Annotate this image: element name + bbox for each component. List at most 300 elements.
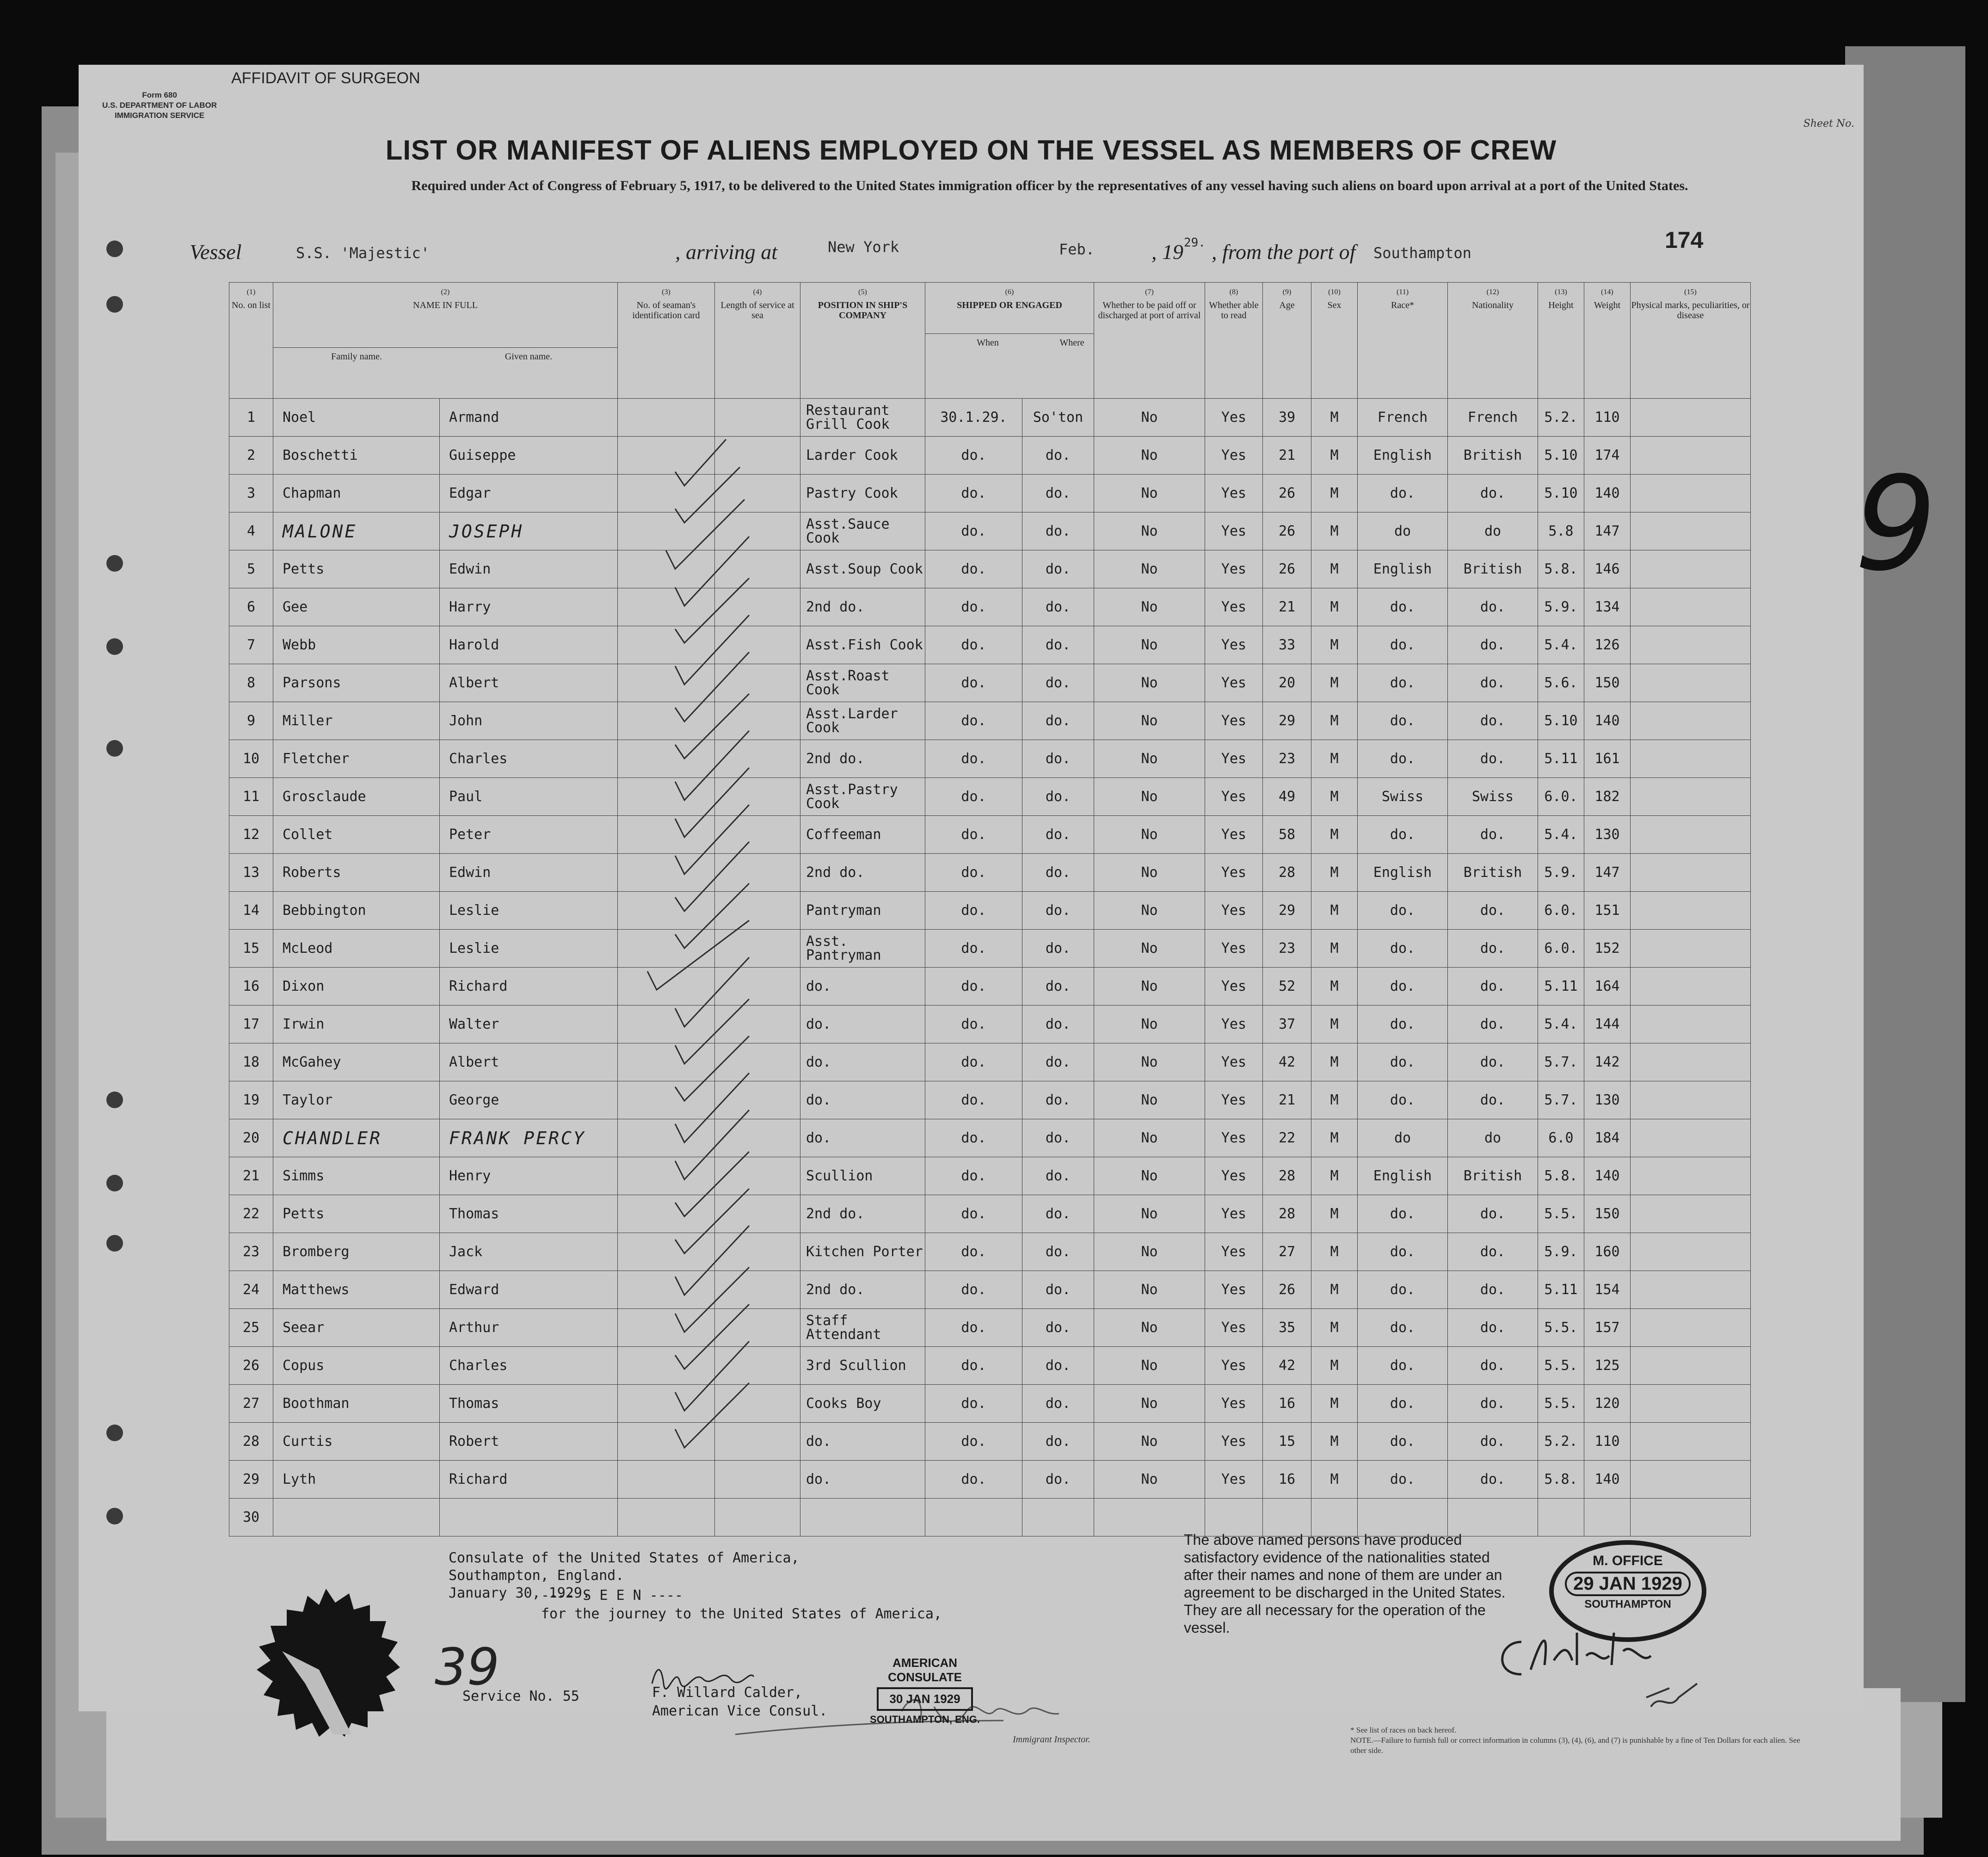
cell-when: do. <box>925 1081 1022 1119</box>
page-subtitle: Required under Act of Congress of February 5, 1917, to be delivered to the United States immigration officer by the representatives of any vessel having such aliens on board upon arrival at a port of the United States. <box>411 178 1688 193</box>
cell-when: do. <box>925 1119 1022 1157</box>
cell-nationality: do. <box>1448 968 1538 1006</box>
cell-weight: 150 <box>1584 664 1631 702</box>
table-row <box>229 968 1751 1006</box>
cell-family: Collet <box>273 816 440 854</box>
table-row <box>229 892 1751 930</box>
cell-given: Paul <box>440 778 618 816</box>
cell-race: do. <box>1358 1195 1448 1233</box>
cell-height: 5.10 <box>1538 702 1584 740</box>
cell-empty <box>1631 664 1751 702</box>
cell-when: do. <box>925 930 1022 968</box>
cell-read: Yes <box>1205 1423 1263 1461</box>
cell-when: do. <box>925 740 1022 778</box>
table-row <box>229 930 1751 968</box>
cell-height: 5.2. <box>1538 1423 1584 1461</box>
cell-given: Guiseppe <box>440 437 618 475</box>
cell-given: Armand <box>440 399 618 437</box>
cell-sex: M <box>1311 437 1358 475</box>
cell-no: 4 <box>229 512 273 550</box>
cell-position: Asst.Larder Cook <box>800 702 925 740</box>
cell-race: do. <box>1358 892 1448 930</box>
cell-empty <box>1631 1423 1751 1461</box>
cell-when: do. <box>925 1461 1022 1499</box>
cell-sex: M <box>1311 1043 1358 1081</box>
cell-where: do. <box>1022 892 1094 930</box>
cell-height <box>1538 1499 1584 1536</box>
cell-empty <box>1631 702 1751 740</box>
cell-position: Pastry Cook <box>800 475 925 512</box>
cell-weight: 130 <box>1584 1081 1631 1119</box>
cell-sex: M <box>1311 399 1358 437</box>
cell-where: do. <box>1022 1271 1094 1309</box>
office-stamp-top: M. OFFICE <box>1593 1553 1663 1568</box>
punch-hole <box>106 1175 123 1191</box>
cell-no: 18 <box>229 1043 273 1081</box>
cell-where: do. <box>1022 1309 1094 1347</box>
cell-family: MALONE <box>273 512 440 550</box>
cell-where: do. <box>1022 664 1094 702</box>
cell-weight: 142 <box>1584 1043 1631 1081</box>
cell-position <box>800 1499 925 1536</box>
cell-position: do. <box>800 1119 925 1157</box>
cell-family: Simms <box>273 1157 440 1195</box>
cell-given: FRANK PERCY <box>440 1119 618 1157</box>
cell-nationality: do. <box>1448 626 1538 664</box>
cell-position: Restaurant Grill Cook <box>800 399 925 437</box>
cell-age: 42 <box>1263 1347 1311 1385</box>
cell-sex: M <box>1311 968 1358 1006</box>
arriving-label: , arriving at <box>675 240 778 264</box>
cell-paid: No <box>1094 702 1205 740</box>
cell-age: 26 <box>1263 550 1311 588</box>
cell-paid: No <box>1094 1006 1205 1043</box>
cell-position: Cooks Boy <box>800 1385 925 1423</box>
cell-weight: 140 <box>1584 702 1631 740</box>
cell-read: Yes <box>1205 892 1263 930</box>
cell-weight: 110 <box>1584 1423 1631 1461</box>
handwritten-number: 39 <box>435 1637 499 1697</box>
cell-sex: M <box>1311 550 1358 588</box>
cell-given: Arthur <box>440 1309 618 1347</box>
cell-empty <box>618 399 715 437</box>
table-row <box>229 664 1751 702</box>
consulate-stamp-date: 30 JAN 1929 <box>877 1687 973 1711</box>
cell-weight: 125 <box>1584 1347 1631 1385</box>
cell-paid: No <box>1094 399 1205 437</box>
cell-height: 5.10 <box>1538 437 1584 475</box>
cell-no: 21 <box>229 1157 273 1195</box>
cell-read: Yes <box>1205 626 1263 664</box>
cell-nationality: do. <box>1448 1006 1538 1043</box>
cell-empty <box>1631 816 1751 854</box>
cell-weight: 161 <box>1584 740 1631 778</box>
cell-read: Yes <box>1205 475 1263 512</box>
manifest-page <box>79 65 1937 1755</box>
cell-nationality: do. <box>1448 475 1538 512</box>
vice-consul-block: F. Willard Calder, American Vice Consul. <box>652 1684 828 1719</box>
cell-sex: M <box>1311 1423 1358 1461</box>
cell-empty <box>1631 588 1751 626</box>
col-header-position: (5) POSITION IN SHIP'S COMPANY <box>800 283 925 399</box>
cell-given: Charles <box>440 1347 618 1385</box>
cell-height: 5.5. <box>1538 1309 1584 1347</box>
cell-when: do. <box>925 1233 1022 1271</box>
cell-paid: No <box>1094 854 1205 892</box>
cell-position: 2nd do. <box>800 588 925 626</box>
cell-position: do. <box>800 1081 925 1119</box>
punch-hole <box>106 296 123 313</box>
cell-where: do. <box>1022 588 1094 626</box>
cell-position: Coffeeman <box>800 816 925 854</box>
cell-empty <box>1631 854 1751 892</box>
cell-race: do. <box>1358 664 1448 702</box>
cell-read: Yes <box>1205 1081 1263 1119</box>
cell-when: do. <box>925 664 1022 702</box>
col-header-height: (13) Height <box>1538 283 1584 399</box>
cell-weight: 120 <box>1584 1385 1631 1423</box>
cell-nationality: British <box>1448 437 1538 475</box>
cell-race: do. <box>1358 1043 1448 1081</box>
col-header-shipped: (6) SHIPPED OR ENGAGED When Where <box>925 283 1094 399</box>
cell-where: So'ton <box>1022 399 1094 437</box>
cell-empty <box>1631 778 1751 816</box>
table-row <box>229 1347 1751 1385</box>
cell-paid: No <box>1094 930 1205 968</box>
cell-read: Yes <box>1205 1043 1263 1081</box>
cell-weight: 134 <box>1584 588 1631 626</box>
cell-height: 5.11 <box>1538 968 1584 1006</box>
table-row <box>229 816 1751 854</box>
cell-nationality: do. <box>1448 1081 1538 1119</box>
from-label: , from the port of <box>1212 240 1356 264</box>
cell-weight: 184 <box>1584 1119 1631 1157</box>
cell-empty <box>1631 437 1751 475</box>
check-marks <box>671 458 809 1522</box>
cell-race: do. <box>1358 1423 1448 1461</box>
punch-hole <box>106 638 123 655</box>
cell-sex: M <box>1311 588 1358 626</box>
cell-age: 29 <box>1263 892 1311 930</box>
cell-given: Henry <box>440 1157 618 1195</box>
cell-nationality: do. <box>1448 1043 1538 1081</box>
cell-height: 5.8 <box>1538 512 1584 550</box>
cell-race: do. <box>1358 626 1448 664</box>
cell-paid: No <box>1094 1461 1205 1499</box>
cell-weight: 147 <box>1584 854 1631 892</box>
table-row <box>229 437 1751 475</box>
punch-hole <box>106 1508 123 1524</box>
cell-family: Boothman <box>273 1385 440 1423</box>
cell-race: English <box>1358 1157 1448 1195</box>
punch-hole <box>106 740 123 757</box>
cell-race: do. <box>1358 1233 1448 1271</box>
cell-sex: M <box>1311 892 1358 930</box>
cell-position: 2nd do. <box>800 1271 925 1309</box>
cell-where: do. <box>1022 512 1094 550</box>
cell-given: Walter <box>440 1006 618 1043</box>
cell-no: 2 <box>229 437 273 475</box>
cell-height: 5.6. <box>1538 664 1584 702</box>
cell-no: 12 <box>229 816 273 854</box>
table-row <box>229 1499 1751 1536</box>
cell-race: do. <box>1358 740 1448 778</box>
vessel-name: S.S. 'Majestic' <box>296 244 430 262</box>
col-header-age: (9) Age <box>1263 283 1311 399</box>
cell-height: 6.0 <box>1538 1119 1584 1157</box>
cell-where: do. <box>1022 854 1094 892</box>
cell-no: 8 <box>229 664 273 702</box>
page-title: LIST OR MANIFEST OF ALIENS EMPLOYED ON THE VESSEL AS MEMBERS OF CREW <box>385 135 1557 166</box>
cell-given: Thomas <box>440 1195 618 1233</box>
cell-paid: No <box>1094 816 1205 854</box>
cell-age: 20 <box>1263 664 1311 702</box>
cell-empty <box>1631 1043 1751 1081</box>
cell-when: do. <box>925 816 1022 854</box>
cell-weight: 126 <box>1584 626 1631 664</box>
cell-weight: 174 <box>1584 437 1631 475</box>
cell-given: Charles <box>440 740 618 778</box>
cell-read: Yes <box>1205 550 1263 588</box>
table-row <box>229 740 1751 778</box>
table-row <box>229 512 1751 550</box>
cell-weight: 140 <box>1584 475 1631 512</box>
cell-race: English <box>1358 550 1448 588</box>
cell-family: Gee <box>273 588 440 626</box>
cell-weight: 154 <box>1584 1271 1631 1309</box>
cell-age: 23 <box>1263 740 1311 778</box>
punch-hole <box>106 1092 123 1108</box>
cell-when: do. <box>925 778 1022 816</box>
cell-nationality: French <box>1448 399 1538 437</box>
cell-read: Yes <box>1205 437 1263 475</box>
cell-height: 5.9. <box>1538 588 1584 626</box>
cell-position: do. <box>800 968 925 1006</box>
cell-position: do. <box>800 1006 925 1043</box>
cell-where: do. <box>1022 1081 1094 1119</box>
cell-age: 27 <box>1263 1233 1311 1271</box>
cell-paid: No <box>1094 1271 1205 1309</box>
cell-age: 29 <box>1263 702 1311 740</box>
cell-when: do. <box>925 1423 1022 1461</box>
cell-position: Asst.Fish Cook <box>800 626 925 664</box>
cell-height: 5.4. <box>1538 816 1584 854</box>
cell-when: do. <box>925 626 1022 664</box>
cell-weight: 110 <box>1584 399 1631 437</box>
cell-read: Yes <box>1205 778 1263 816</box>
cell-no: 11 <box>229 778 273 816</box>
cell-age: 49 <box>1263 778 1311 816</box>
cell-no: 15 <box>229 930 273 968</box>
cell-where: do. <box>1022 1043 1094 1081</box>
cell-age: 52 <box>1263 968 1311 1006</box>
cell-weight: 140 <box>1584 1461 1631 1499</box>
table-row <box>229 1157 1751 1195</box>
cell-read: Yes <box>1205 399 1263 437</box>
sheet-number: 174 <box>1665 227 1704 253</box>
cell-nationality: do. <box>1448 1347 1538 1385</box>
cell-when: do. <box>925 892 1022 930</box>
cell-nationality: do. <box>1448 702 1538 740</box>
cell-when: do. <box>925 437 1022 475</box>
svg-text:9: 9 <box>1854 449 1937 600</box>
cell-empty <box>1631 1195 1751 1233</box>
cell-paid: No <box>1094 740 1205 778</box>
cell-given: Edwin <box>440 550 618 588</box>
col-header-race: (11) Race* <box>1358 283 1448 399</box>
cell-when: do. <box>925 512 1022 550</box>
cell-height: 5.10 <box>1538 475 1584 512</box>
col-header-no: (1) No. on list <box>229 283 273 399</box>
office-stamp-date: 29 JAN 1929 <box>1565 1572 1691 1596</box>
cell-when: do. <box>925 1309 1022 1347</box>
cell-age: 39 <box>1263 399 1311 437</box>
cell-nationality: British <box>1448 1157 1538 1195</box>
cell-when: do. <box>925 550 1022 588</box>
cell-age: 21 <box>1263 588 1311 626</box>
punch-hole <box>106 1235 123 1252</box>
cell-position: Scullion <box>800 1157 925 1195</box>
cell-race: do. <box>1358 702 1448 740</box>
cell-nationality: British <box>1448 854 1538 892</box>
cell-family: Seear <box>273 1309 440 1347</box>
cell-weight: 146 <box>1584 550 1631 588</box>
cell-weight: 152 <box>1584 930 1631 968</box>
cell-age: 26 <box>1263 512 1311 550</box>
cell-paid: No <box>1094 512 1205 550</box>
table-row <box>229 1195 1751 1233</box>
cell-position: Staff Attendant <box>800 1309 925 1347</box>
cell-given: Robert <box>440 1423 618 1461</box>
cell-paid: No <box>1094 1043 1205 1081</box>
cell-age: 58 <box>1263 816 1311 854</box>
cell-sex: M <box>1311 854 1358 892</box>
cell-paid: No <box>1094 1385 1205 1423</box>
cell-sex: M <box>1311 1006 1358 1043</box>
cell-family <box>273 1499 440 1536</box>
cell-age: 21 <box>1263 1081 1311 1119</box>
cell-empty <box>1631 930 1751 968</box>
cell-nationality: do <box>1448 512 1538 550</box>
cell-race: do. <box>1358 1081 1448 1119</box>
cell-sex: M <box>1311 1385 1358 1423</box>
consulate-stamp <box>865 1656 985 1726</box>
cell-height: 5.9. <box>1538 854 1584 892</box>
cell-nationality: do. <box>1448 740 1538 778</box>
cell-height: 5.7. <box>1538 1081 1584 1119</box>
cell-race: French <box>1358 399 1448 437</box>
cell-no: 1 <box>229 399 273 437</box>
cell-race: do. <box>1358 968 1448 1006</box>
cell-read: Yes <box>1205 512 1263 550</box>
cell-paid: No <box>1094 1119 1205 1157</box>
cell-weight: 151 <box>1584 892 1631 930</box>
arrival-month: Feb. <box>1059 241 1095 258</box>
cell-read: Yes <box>1205 1157 1263 1195</box>
cell-empty <box>1631 740 1751 778</box>
cell-paid: No <box>1094 1347 1205 1385</box>
cell-position: do. <box>800 1461 925 1499</box>
cell-weight: 140 <box>1584 1157 1631 1195</box>
footnote-note: NOTE.—Failure to furnish full or correct information in columns (3), (4), (6), and (7) is punishable by a fine of Ten Dollars for each alien. See other side. <box>1350 1736 1800 1755</box>
cell-position: Asst.Roast Cook <box>800 664 925 702</box>
cell-height: 6.0. <box>1538 892 1584 930</box>
cell-given: Edgar <box>440 475 618 512</box>
cell-paid: No <box>1094 664 1205 702</box>
cell-no: 20 <box>229 1119 273 1157</box>
cell-height: 5.4. <box>1538 626 1584 664</box>
cell-height: 5.11 <box>1538 1271 1584 1309</box>
cell-nationality: do. <box>1448 1385 1538 1423</box>
cell-nationality: do. <box>1448 1461 1538 1499</box>
cell-sex: M <box>1311 512 1358 550</box>
cell-no: 22 <box>229 1195 273 1233</box>
cell-given: Harold <box>440 626 618 664</box>
cell-when: do. <box>925 1385 1022 1423</box>
cell-age: 42 <box>1263 1043 1311 1081</box>
cell-where: do. <box>1022 1461 1094 1499</box>
cell-no: 28 <box>229 1423 273 1461</box>
cell-when: do. <box>925 1006 1022 1043</box>
cell-where: do. <box>1022 1157 1094 1195</box>
cell-position: 2nd do. <box>800 740 925 778</box>
cell-age: 15 <box>1263 1423 1311 1461</box>
cell-family: Lyth <box>273 1461 440 1499</box>
cell-where: do. <box>1022 702 1094 740</box>
cell-family: Boschetti <box>273 437 440 475</box>
col-header-physical: (15) Physical marks, peculiarities, or disease <box>1631 283 1751 399</box>
cell-given: Edwin <box>440 854 618 892</box>
table-row <box>229 1081 1751 1119</box>
cell-sex: M <box>1311 1081 1358 1119</box>
cell-family: Miller <box>273 702 440 740</box>
cell-sex: M <box>1311 778 1358 816</box>
crew-table <box>229 282 1751 1536</box>
cell-position: Asst.Sauce Cook <box>800 512 925 550</box>
cell-where: do. <box>1022 1233 1094 1271</box>
cell-sex: M <box>1311 702 1358 740</box>
cell-nationality: do <box>1448 1119 1538 1157</box>
cell-nationality: do. <box>1448 664 1538 702</box>
cell-sex: M <box>1311 1233 1358 1271</box>
cell-weight: 160 <box>1584 1233 1631 1271</box>
cell-height: 5.4. <box>1538 1006 1584 1043</box>
cell-family: Matthews <box>273 1271 440 1309</box>
col-header-paid-off: (7) Whether to be paid off or discharged at port of arrival <box>1094 283 1205 399</box>
cell-height: 5.5. <box>1538 1347 1584 1385</box>
cell-race: do. <box>1358 816 1448 854</box>
table-row <box>229 399 1751 437</box>
cell-where: do. <box>1022 930 1094 968</box>
cell-paid: No <box>1094 1157 1205 1195</box>
cell-height: 5.9. <box>1538 1233 1584 1271</box>
cell-no: 10 <box>229 740 273 778</box>
cell-family: Irwin <box>273 1006 440 1043</box>
sheet-no-label: Sheet No. <box>1803 118 1854 130</box>
cell-family: Petts <box>273 550 440 588</box>
cell-no: 13 <box>229 854 273 892</box>
footnote-races: * See list of races on back hereof. <box>1350 1726 1457 1734</box>
cell-race: do. <box>1358 1309 1448 1347</box>
arriving-port: New York <box>828 238 899 256</box>
cell-read: Yes <box>1205 740 1263 778</box>
cell-when: do. <box>925 475 1022 512</box>
seen-block: ---- S E E N ---- for the journey to the United States of America, <box>541 1587 942 1622</box>
table-row <box>229 588 1751 626</box>
cell-paid: No <box>1094 1309 1205 1347</box>
cell-read: Yes <box>1205 968 1263 1006</box>
immigrant-inspector-label: Immigrant Inspector. <box>1013 1734 1090 1745</box>
